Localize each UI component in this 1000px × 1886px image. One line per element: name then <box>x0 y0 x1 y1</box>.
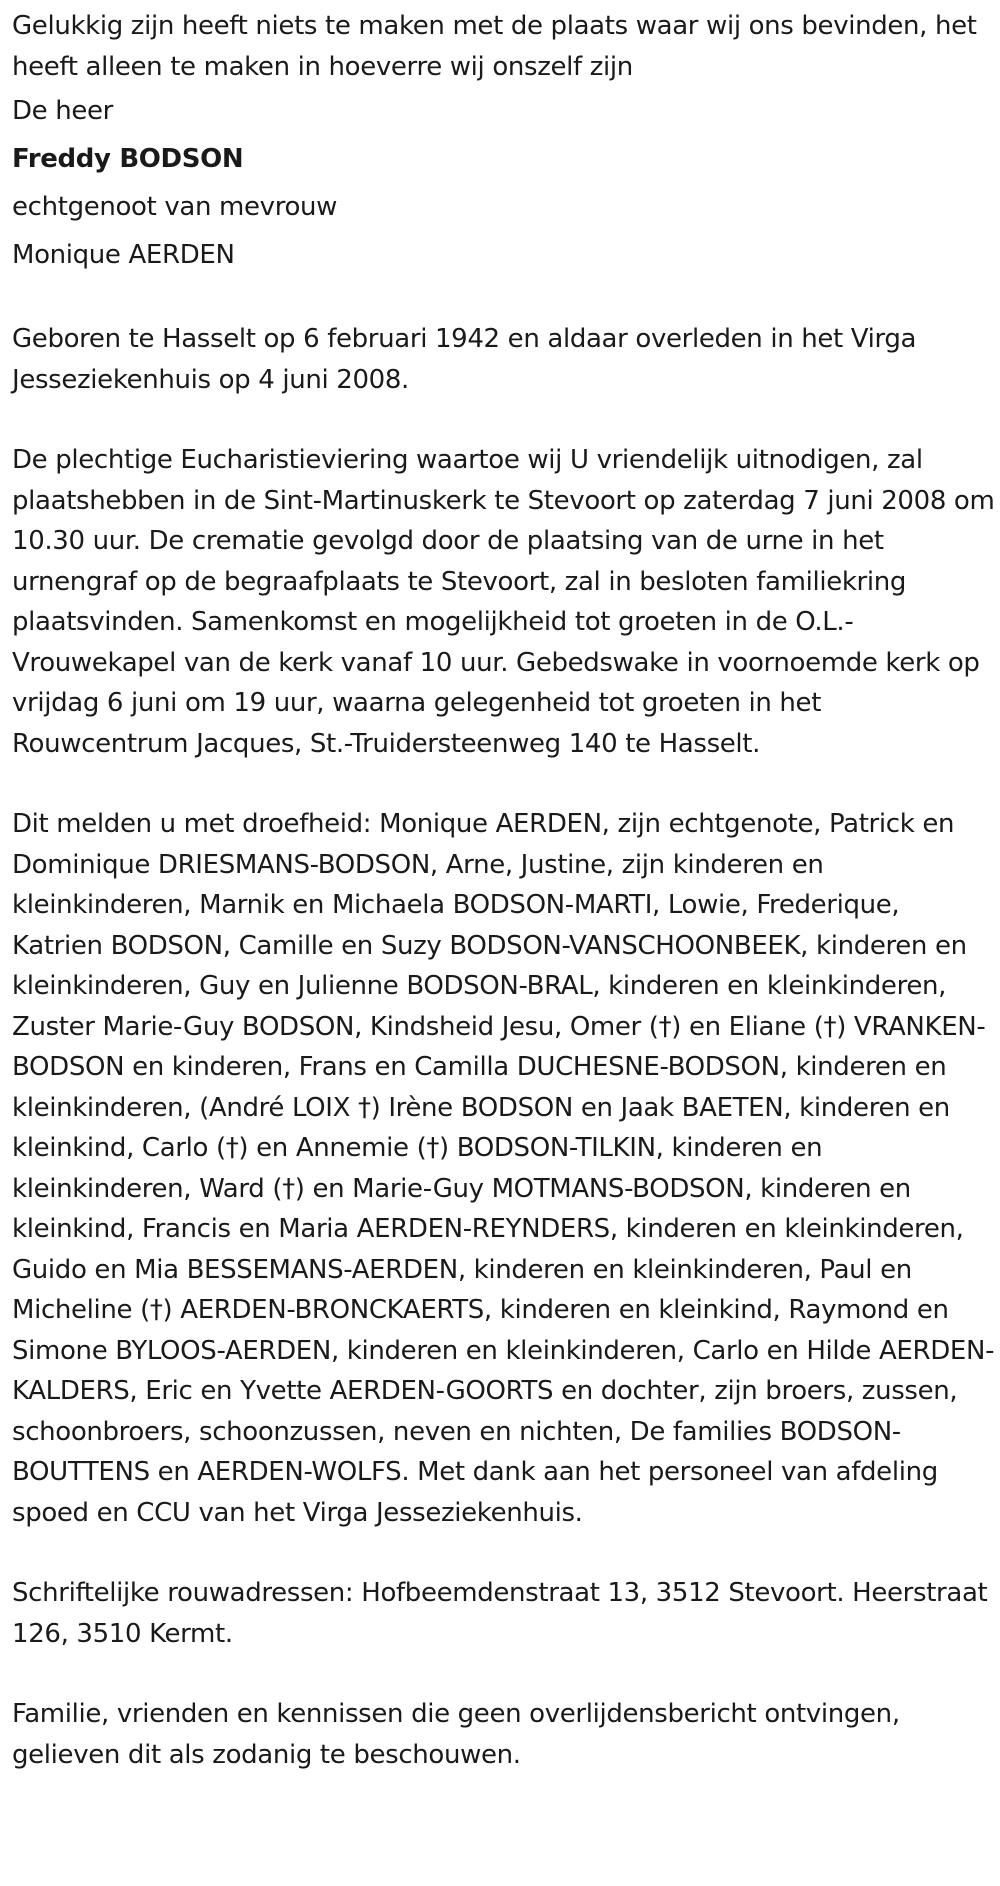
deceased-name: Freddy BODSON <box>12 144 244 174</box>
spouse-name: Monique AERDEN <box>12 240 235 270</box>
mourners-paragraph: Dit melden u met droefheid: Monique AERDEN, zijn echtgenote, Patrick en Dominique DRIESMANS-BODSON, Arne, Justine, zijn kinderen en kleinkinderen, Marnik en Michaela BODSON-MARTI, Lowie, Frederique, Katrien BODSON, Camille en Suzy BODSON-VANSCHOONBEEK, kinderen en kleinkinderen, Guy en Julienne BODSON-BRAL, kinderen en kleinkinderen, Zuster Marie-Guy BODSON, Kindsheid Jesu, Omer (†) en Eliane (†) VRANKEN-BODSON en kinderen, Frans en Camilla DUCHESNE-BODSON, kinderen en kleinkinderen, (André LOIX †) Irène BODSON en Jaak BAETEN, kinderen en kleinkind, Carlo (†) en Annemie (†) BODSON-TILKIN, kinderen en kleinkinderen, Ward (†) en Marie-Guy MOTMANS-BODSON, kinderen en kleinkind, Francis en Maria AERDEN-REYNDERS, kinderen en kleinkinderen, Guido en Mia BESSEMANS-AERDEN, kinderen en kleinkinderen, Paul en Micheline (†) AERDEN-BRONCKAERTS, kinderen en kleinkind, Raymond en Simone BYLOOS-AERDEN, kinderen en kleinkinderen, Carlo en Hilde AERDEN-KALDERS, Eric en Yvette AERDEN-GOORTS en dochter, zijn broers, zussen, schoonbroers, schoonzussen, neven en nichten, De families BODSON-BOUTTENS en AERDEN-WOLFS. Met dank aan het personeel van afdeling spoed en CCU van het Virga Jesseziekenhuis. <box>12 809 995 1528</box>
closing-paragraph: Familie, vrienden en kennissen die geen overlijdensbericht ontvingen, gelieven dit als zodanig te beschouwen. <box>12 1699 900 1770</box>
obituary-document <box>12 6 996 1775</box>
salutation: De heer <box>12 96 113 126</box>
addresses-paragraph: Schriftelijke rouwadressen: Hofbeemdenstraat 13, 3512 Stevoort. Heerstraat 126, 3510 Kermt. <box>12 1578 988 1649</box>
motto: Gelukkig zijn heeft niets te maken met de plaats waar wij ons bevinden, het heeft alleen te maken in hoeverre wij onszelf zijn <box>12 11 977 82</box>
relation-text: echtgenoot van mevrouw <box>12 192 338 222</box>
birth-death-paragraph: Geboren te Hasselt op 6 februari 1942 en aldaar overleden in het Virga Jesseziekenhuis op 4 juni 2008. <box>12 324 917 395</box>
ceremony-paragraph: De plechtige Eucharistieviering waartoe wij U vriendelijk uitnodigen, zal plaatshebben in de Sint-Martinuskerk te Stevoort op zaterdag 7 juni 2008 om 10.30 uur. De crematie gevolgd door de plaatsing van de urne in het urnengraf op de begraafplaats te Stevoort, zal in besloten familiekring plaatsvinden. Samenkomst en mogelijkheid tot groeten in de O.L.-Vrouwekapel van de kerk vanaf 10 uur. Gebedswake in voornoemde kerk op vrijdag 6 juni om 19 uur, waarna gelegenheid tot groeten in het Rouwcentrum Jacques, St.-Truidersteenweg 140 te Hasselt. <box>12 445 995 759</box>
